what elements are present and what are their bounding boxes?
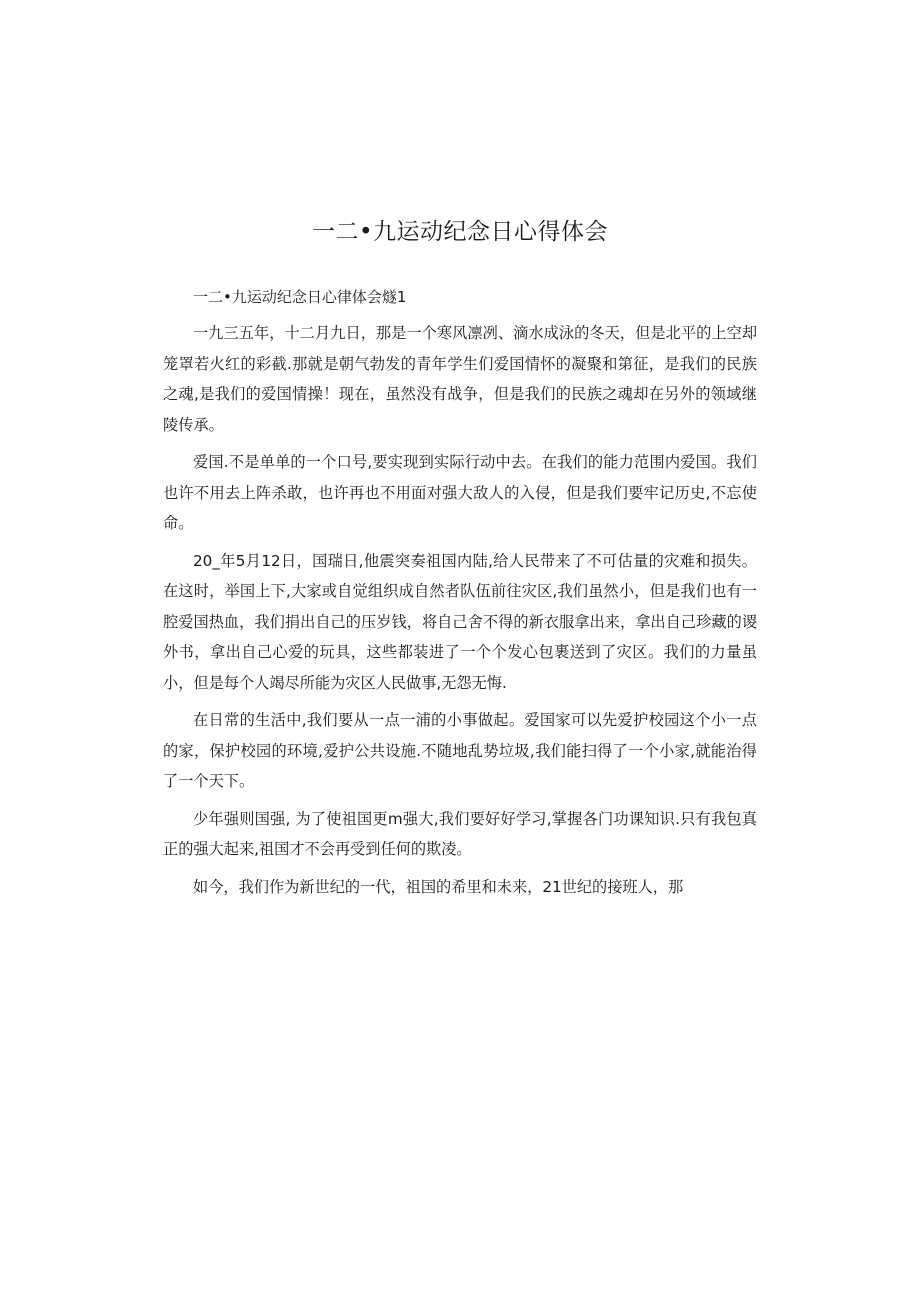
paragraph-4: 在日常的生活中,我们要从一点一浦的小事做起。爱国家可以先爱护校园这个小一点的家，保护校园的环境,爱护公共设施.不随地乱势垃圾,我们能扫得了一个小家,就能治得了一个天下。	[163, 711, 757, 790]
document-title: 一二•九运动纪念日心得体会	[311, 219, 609, 245]
document-subtitle: 一二•九运动纪念日心律体会燧1	[193, 288, 407, 306]
paragraph-5: 少年强则国强, 为了使祖国更m强大,我们要好好学习,掌握各门功课知识.只有我包真正的强大起来,祖国才不会再受到任何的欺凌。	[163, 809, 757, 858]
paragraph-3: 20_年5月12日，国瑞日,他震突奏祖国内陆,给人民带来了不可估量的灾难和损失。在这时，举国上下,大家或自觉组织成自然者队伍前往灾区,我们虽然小，但是我们也有一腔爱国热血，我们捐出自己的压岁钱，将自己舍不得的新衣服拿出来，拿出自己珍藏的谡外书，拿出自己心爱的玩具，这些都装进了一个个发心包裹送到了灾区。我们的力量虽小，但是每个人竭尽所能为灾区人民做事,无怨无悔.	[163, 551, 757, 692]
document-body	[163, 284, 757, 909]
paragraph-1: 一九三五年，十二月九日，那是一个寒风凛冽、滴水成泳的冬天，但是北平的上空却笼罩若火红的彩截.那就是朝气勃发的青年学生们爱国情怀的凝聚和第征，是我们的民族之魂,是我们的爱国情操！现在，虽然没有战争，但是我们的民族之魂却在另外的领域继陵传承。	[163, 324, 757, 434]
paragraph-6: 如今，我们作为新世纪的一代，祖国的希里和未来，21世纪的接班人，那	[193, 877, 684, 896]
paragraph-2: 爱国.不是单单的一个口号,要实现到实际行动中去。在我们的能力范围内爱国。我们也许不用去上阵杀敢，也许再也不用面对强大敌人的入侵，但是我们要牢记历史,不忘使命。	[163, 453, 757, 532]
